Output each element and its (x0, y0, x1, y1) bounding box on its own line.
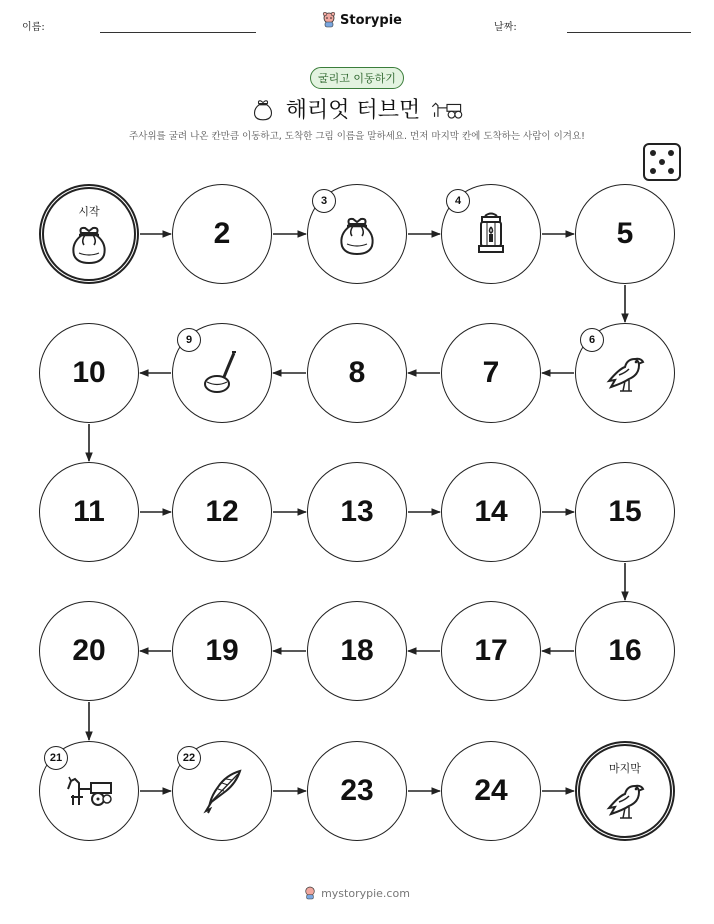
board-space-19[interactable] (172, 601, 272, 701)
board-space-10[interactable] (39, 323, 139, 423)
footer-site: mystorypie.com (321, 886, 410, 900)
quill-icon (198, 767, 246, 815)
bird-icon (601, 349, 649, 397)
board-space-17[interactable] (441, 601, 541, 701)
ladle-icon (198, 349, 246, 397)
space-number: 8 (348, 356, 366, 389)
board-space-4[interactable] (441, 184, 541, 284)
space-number: 13 (340, 495, 374, 528)
space-number: 2 (213, 217, 231, 250)
board-space-8[interactable] (307, 323, 407, 423)
footer (0, 886, 714, 900)
board-space-2[interactable] (172, 184, 272, 284)
board-space-start[interactable] (39, 184, 139, 284)
space-number: 23 (340, 774, 374, 807)
board-space-7[interactable] (441, 323, 541, 423)
board-space-24[interactable] (441, 741, 541, 841)
board-space-13[interactable] (307, 462, 407, 562)
sack-icon (333, 210, 381, 258)
board-space-9[interactable] (172, 323, 272, 423)
mascot-icon (304, 886, 316, 900)
start-label: 시작 (78, 205, 100, 218)
space-number: 20 (72, 634, 106, 667)
finish-label: 마지막 (609, 762, 641, 775)
game-type-badge: 굴리고 이동하기 (310, 67, 404, 89)
space-number: 18 (340, 634, 374, 667)
space-number: 16 (608, 634, 642, 667)
space-number: 10 (72, 356, 106, 389)
space-number-badge: 22 (177, 746, 201, 770)
board-space-3[interactable] (307, 184, 407, 284)
space-number: 15 (608, 495, 642, 528)
space-number-badge: 3 (312, 189, 336, 213)
board-space-16[interactable] (575, 601, 675, 701)
space-number-badge: 21 (44, 746, 68, 770)
board-space-21[interactable] (39, 741, 139, 841)
space-number: 14 (474, 495, 508, 528)
horse-cart-icon (65, 767, 113, 815)
board-space-12[interactable] (172, 462, 272, 562)
space-number: 24 (474, 774, 508, 807)
board-space-5[interactable] (575, 184, 675, 284)
lantern-icon (467, 210, 515, 258)
space-number: 17 (474, 634, 508, 667)
space-number-badge: 6 (580, 328, 604, 352)
space-number: 11 (73, 495, 105, 528)
space-number-badge: 9 (177, 328, 201, 352)
space-number: 12 (205, 495, 239, 528)
board-space-22[interactable] (172, 741, 272, 841)
brand-name: Storypie (340, 12, 402, 28)
board-space-15[interactable] (575, 462, 675, 562)
board-space-finish[interactable] (575, 741, 675, 841)
board-space-23[interactable] (307, 741, 407, 841)
space-number: 7 (482, 356, 500, 389)
name-label: 이름: (22, 22, 45, 33)
page-title: 해리엇 터브먼 (285, 98, 421, 123)
sack-icon (65, 219, 113, 267)
board-space-14[interactable] (441, 462, 541, 562)
board-space-18[interactable] (307, 601, 407, 701)
bird-icon (601, 776, 649, 824)
space-number: 5 (616, 217, 634, 250)
board-space-20[interactable] (39, 601, 139, 701)
space-number-badge: 4 (446, 189, 470, 213)
instructions: 주사위를 굴려 나온 칸만큼 이동하고, 도착한 그림 이름을 말하세요. 먼저 마지막 칸에 도착하는 사람이 이겨요! (129, 131, 585, 142)
space-number: 19 (205, 634, 239, 667)
date-label: 날짜: (494, 22, 517, 33)
board-space-11[interactable] (39, 462, 139, 562)
board-space-6[interactable] (575, 323, 675, 423)
